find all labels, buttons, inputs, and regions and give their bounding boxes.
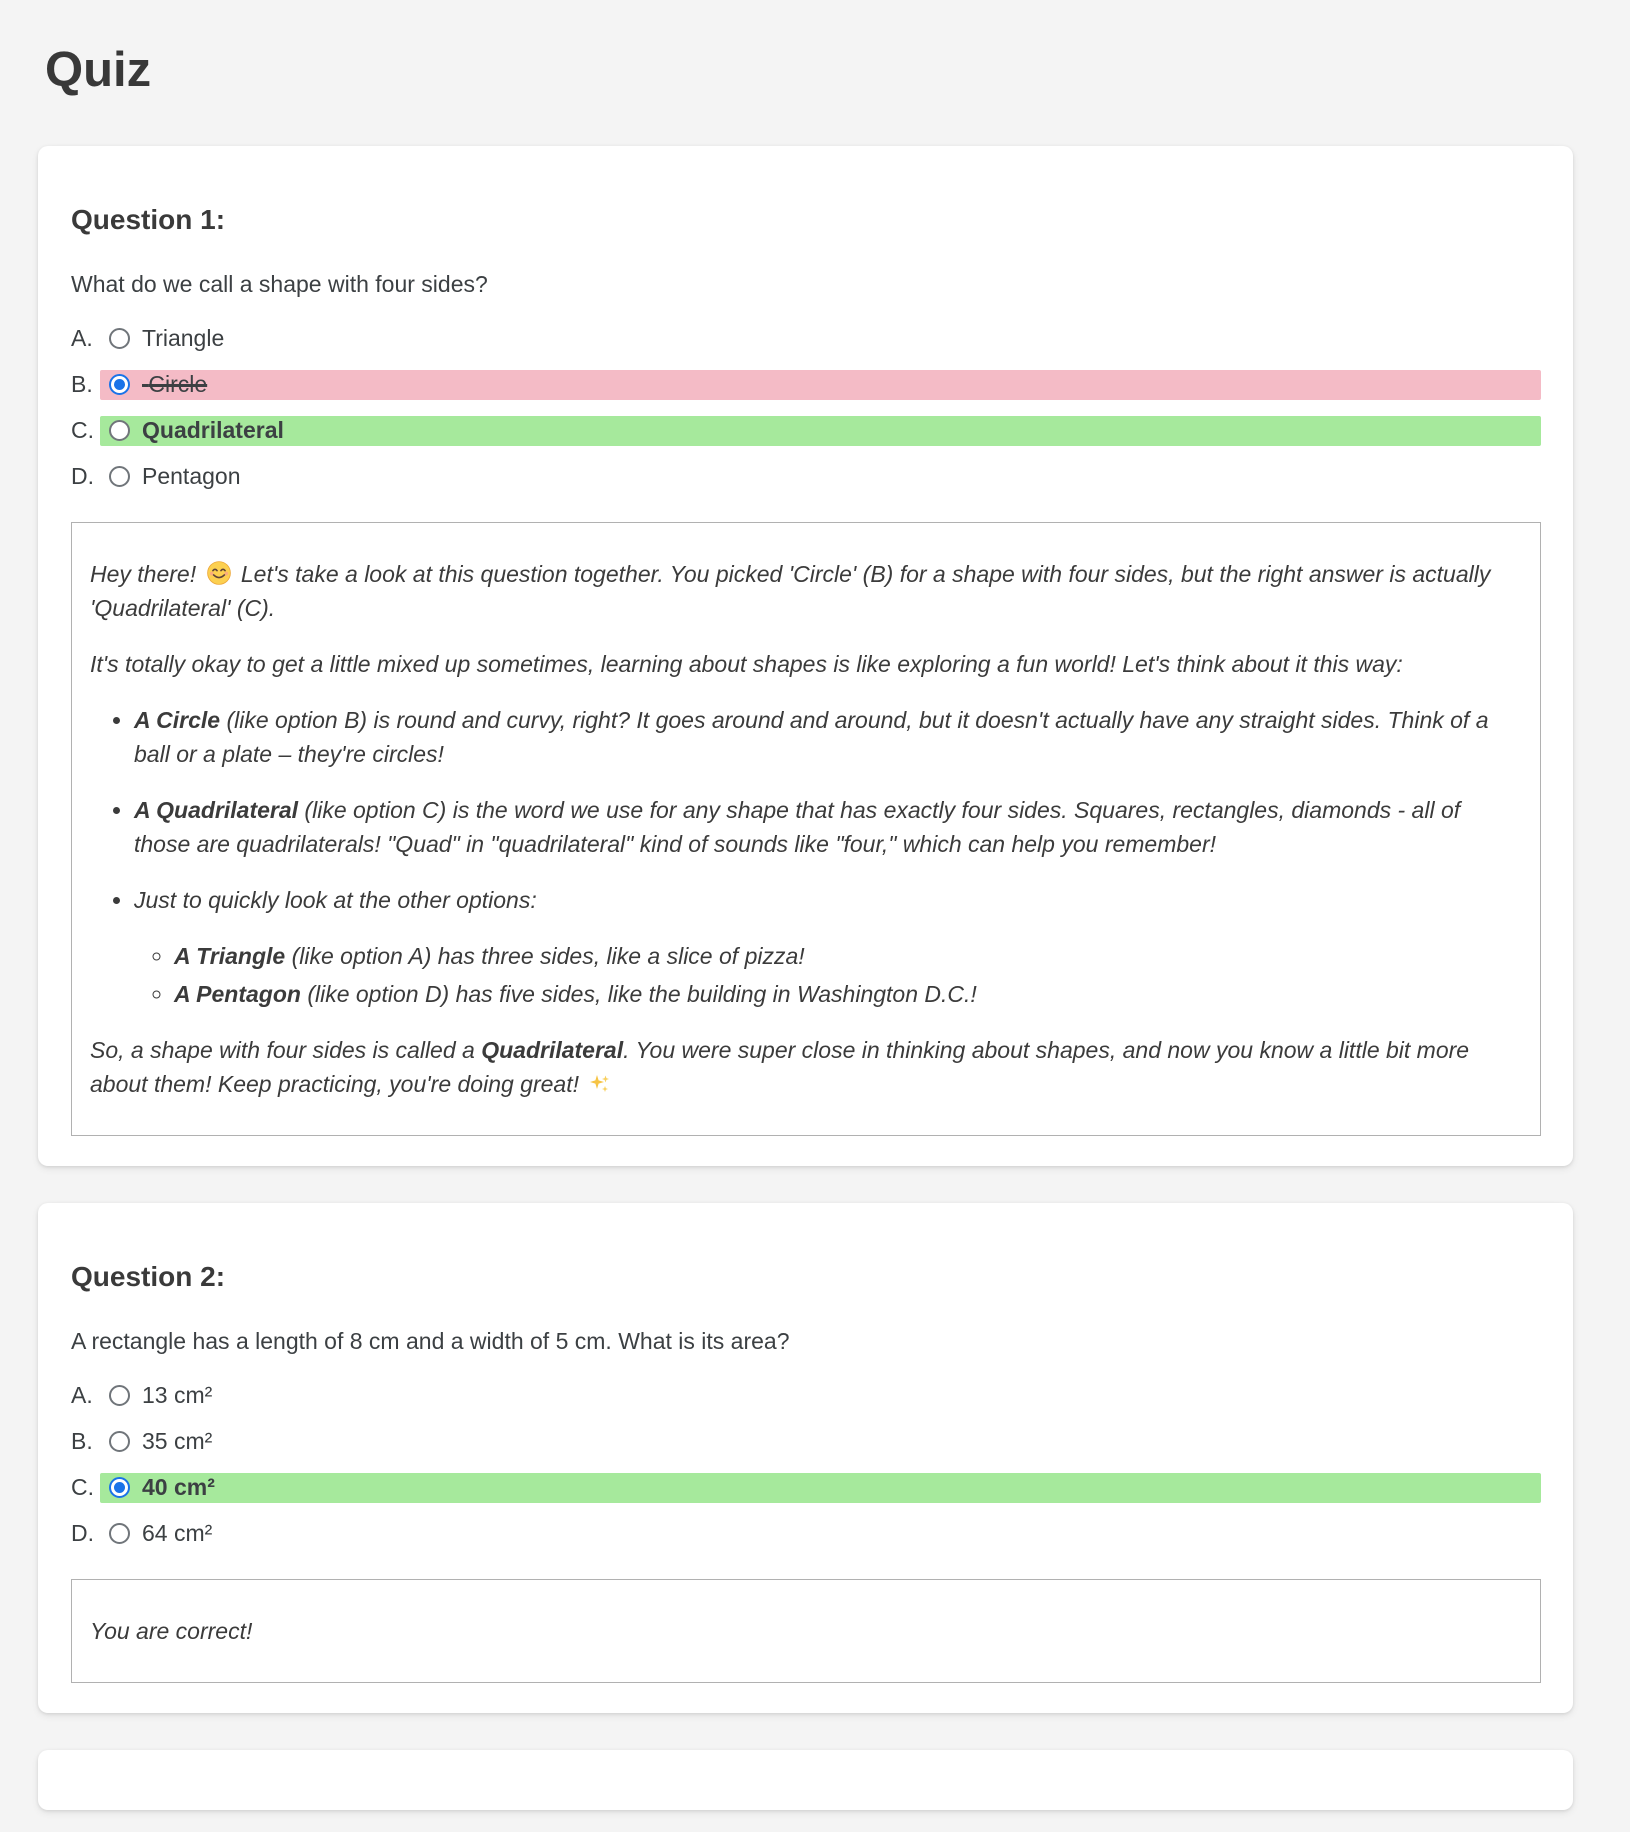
list-item [174,939,1522,973]
option-body-correct[interactable] [100,416,1541,446]
option-body[interactable] [100,324,1541,354]
radio-button[interactable] [109,1431,130,1452]
feedback-text: So, a shape with four sides is called a [90,1036,482,1063]
radio-button[interactable] [109,1385,130,1406]
option-body[interactable] [100,1381,1541,1411]
option-body[interactable] [100,462,1541,492]
smiling-face-icon [206,560,232,586]
question-2-heading: Question 2: [71,1260,226,1292]
feedback-text: . You were super close in thinking about shapes, and now you know a little bit more about them! Keep practicing, you're doing great! [90,1036,1470,1097]
radio-button[interactable] [109,466,130,487]
option-label: Pentagon [142,463,241,490]
feedback-text: (like option B) is round and curvy, right? It goes around and around, but it doesn't actually have any straight sides. Think of a ball or a plate – they're circles! [134,706,1489,767]
list-item [134,883,1522,1011]
question-card-3-partial [38,1750,1573,1810]
option-label: 13 cm² [142,1382,213,1409]
sparkles-icon [588,1072,612,1096]
feedback-bold-text: A Pentagon [174,980,301,1007]
feedback-text: (like option A) has three sides, like a slice of pizza! [285,942,805,969]
option-row-a[interactable] [71,316,1541,362]
option-letter: C. [71,1474,94,1501]
question-1-prompt: What do we call a shape with four sides? [71,270,488,297]
option-row-d[interactable] [71,1511,1541,1557]
feedback-paragraph [90,1033,1522,1101]
option-body-correct[interactable] [100,1473,1541,1503]
radio-button[interactable] [109,1523,130,1544]
feedback-text: Just to quickly look at the other options: [134,886,537,913]
option-letter: C. [71,417,94,444]
option-letter: D. [71,1520,94,1547]
feedback-box-1 [71,522,1541,1136]
option-label: Quadrilateral [142,417,284,444]
option-row-c[interactable] [71,1465,1541,1511]
radio-button[interactable] [109,420,130,441]
list-item [134,793,1522,861]
feedback-bold-text: A Quadrilateral [134,796,299,823]
feedback-bold-text: A Triangle [174,942,286,969]
feedback-text: (like option C) is the word we use for any shape that has exactly four sides. Squares, rectangles, diamonds - all of those are quadrilaterals! "Quad" in "quadrilateral" kind of sounds like "four," which can help you remember! [134,796,1461,857]
feedback-bold-text: Quadrilateral [481,1036,624,1063]
option-letter: B. [71,1428,93,1455]
option-row-d[interactable] [71,454,1541,500]
option-label: 40 cm² [142,1474,215,1501]
option-body-incorrect[interactable] [100,370,1541,400]
option-letter: B. [71,371,93,398]
feedback-list [90,703,1522,1011]
option-body[interactable] [100,1519,1541,1549]
question-card-2 [38,1203,1573,1713]
option-body[interactable] [100,1427,1541,1457]
feedback-sublist [134,939,1522,1011]
option-label: 35 cm² [142,1428,213,1455]
feedback-paragraph: It's totally okay to get a little mixed up sometimes, learning about shapes is like exploring a fun world! Let's think about it this way: [90,650,1403,677]
question-2-prompt: A rectangle has a length of 8 cm and a width of 5 cm. What is its area? [71,1327,790,1354]
option-row-c[interactable] [71,408,1541,454]
question-2-options [71,1373,1541,1557]
option-letter: D. [71,463,94,490]
option-label: 64 cm² [142,1520,213,1547]
option-letter: A. [71,325,93,352]
feedback-text: Let's take a look at this question together. You picked 'Circle' (B) for a shape with four sides, but the right answer is actually 'Quadrilateral' (C). [90,560,1491,621]
option-row-a[interactable] [71,1373,1541,1419]
option-label-strikethrough: Circle [148,371,208,398]
option-label: Triangle [142,325,225,352]
question-1-heading: Question 1: [71,203,226,235]
option-letter: A. [71,1382,93,1409]
question-1-options [71,316,1541,500]
feedback-bold-text: A Circle [134,706,221,733]
question-card-1 [38,146,1573,1166]
feedback-box-2 [71,1579,1541,1683]
list-item [174,977,1522,1011]
radio-button-selected[interactable] [109,374,130,395]
list-item [134,703,1522,771]
option-row-b[interactable] [71,1419,1541,1465]
radio-button[interactable] [109,328,130,349]
feedback-paragraph [90,557,1522,625]
page-title: Quiz [45,43,152,97]
feedback-text: Hey there! [90,560,197,587]
feedback-paragraph: You are correct! [90,1617,253,1644]
option-row-b[interactable] [71,362,1541,408]
page-content [38,0,1573,1810]
radio-button-selected[interactable] [109,1477,130,1498]
feedback-text: (like option D) has five sides, like the building in Washington D.C.! [300,980,977,1007]
